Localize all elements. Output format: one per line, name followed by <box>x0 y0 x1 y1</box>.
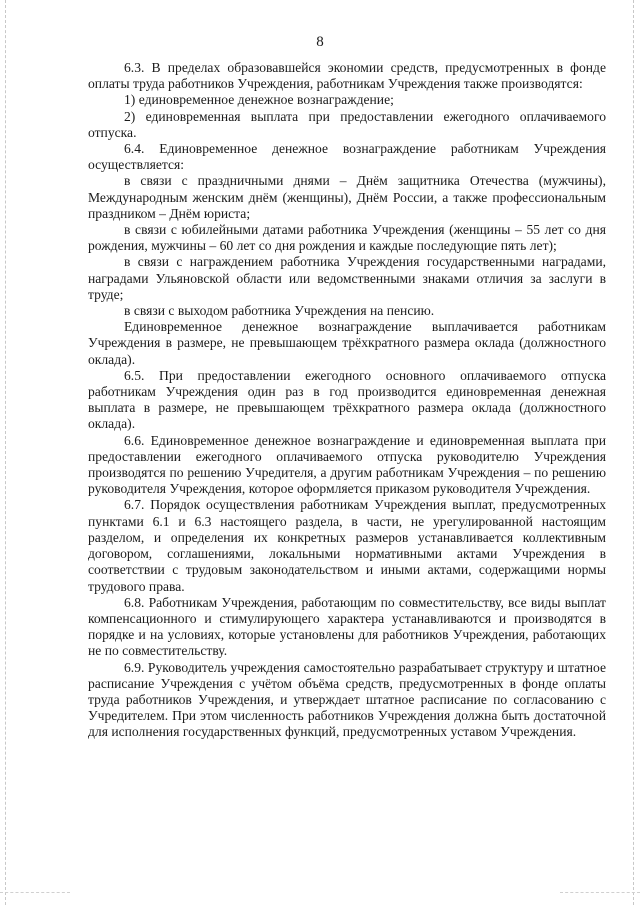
paragraph-6-5: 6.5. При предоставлении ежегодного основного оплачиваемого отпуска работникам Учреждения один раз в год производится единовременная денежная выплата в размере, не превышающем трёхкратного размера оклада (должностного оклада). <box>88 367 606 432</box>
reason-holidays: в связи с праздничными днями – Днём защитника Отечества (мужчины), Международным женским днём (женщины), Днём России, а также профессиональным праздником – Днём юриста; <box>88 173 606 221</box>
reason-retirement: в связи с выходом работника Учреждения на пенсию. <box>124 303 435 319</box>
paragraph-6-3: 6.3. В пределах образовавшейся экономии средств, предусмотренных в фонде оплаты труда работников Учреждения, работникам Учреждения также производятся: <box>88 60 606 92</box>
paragraph-6-4: 6.4. Единовременное денежное вознаграждение работникам Учреждения осуществляется: <box>88 141 606 173</box>
scan-mark-bottom-left <box>0 892 70 894</box>
page-number: 8 <box>316 34 324 50</box>
paragraph-6-6: 6.6. Единовременное денежное вознаграждение и единовременная выплата при предоставлении ежегодного оплачиваемого отпуска руководителю Учреждения производятся по решению Учредителя, а другим работникам Учреждения – по решению руководителя Учреждения, которое оформляется приказом руководителя Учреждения. <box>88 432 606 497</box>
reason-awards: в связи с награждением работника Учреждения государственными наградами, наградами Ульяновской области или ведомственными знаками отличия за заслуги в труде; <box>88 254 606 302</box>
scan-mark-bottom-right <box>560 892 640 894</box>
document-body <box>88 60 606 741</box>
paragraph-6-9: 6.9. Руководитель учреждения самостоятельно разрабатывает структуру и штатное расписание Учреждения с учётом объёма средств, предусмотренных в фонде оплаты труда работников Учреждения, и утверждает штатное расписание по согласованию с Учредителем. При этом численность работников Учреждения должна быть достаточной для исполнения государственных функций, предусмотренных уставом Учреждения. <box>88 659 606 740</box>
paragraph-6-8: 6.8. Работникам Учреждения, работающим по совместительству, все виды выплат компенсационного и стимулирующего характера устанавливаются и производятся в порядке и на условиях, которые установлены для работников Учреждения, работающих не по совместительству. <box>88 594 606 659</box>
list-item-1: 1) единовременное денежное вознаграждение; <box>124 92 394 108</box>
scan-edge-right <box>633 0 635 905</box>
scan-edge-left <box>5 0 7 905</box>
reason-anniversaries: в связи с юбилейными датами работника Учреждения (женщины – 55 лет со дня рождения, мужчины – 60 лет со дня рождения и каждые последующие пять лет); <box>88 222 606 254</box>
list-item-2: 2) единовременная выплата при предоставлении ежегодного оплачиваемого отпуска. <box>88 108 606 140</box>
paragraph-6-7: 6.7. Порядок осуществления работникам Учреждения выплат, предусмотренных пунктами 6.1 и 6.3 настоящего раздела, в части, не урегулированной настоящим разделом, и определения их конкретных размеров устанавливается коллективным договором, соглашениями, локальными нормативными актами Учреждения в соответствии с трудовым законодательством и иными актами, содержащими нормы трудового права. <box>88 497 606 594</box>
payment-limit: Единовременное денежное вознаграждение выплачивается работникам Учреждения в размере, не превышающем трёхкратного размера оклада (должностного оклада). <box>88 319 606 367</box>
